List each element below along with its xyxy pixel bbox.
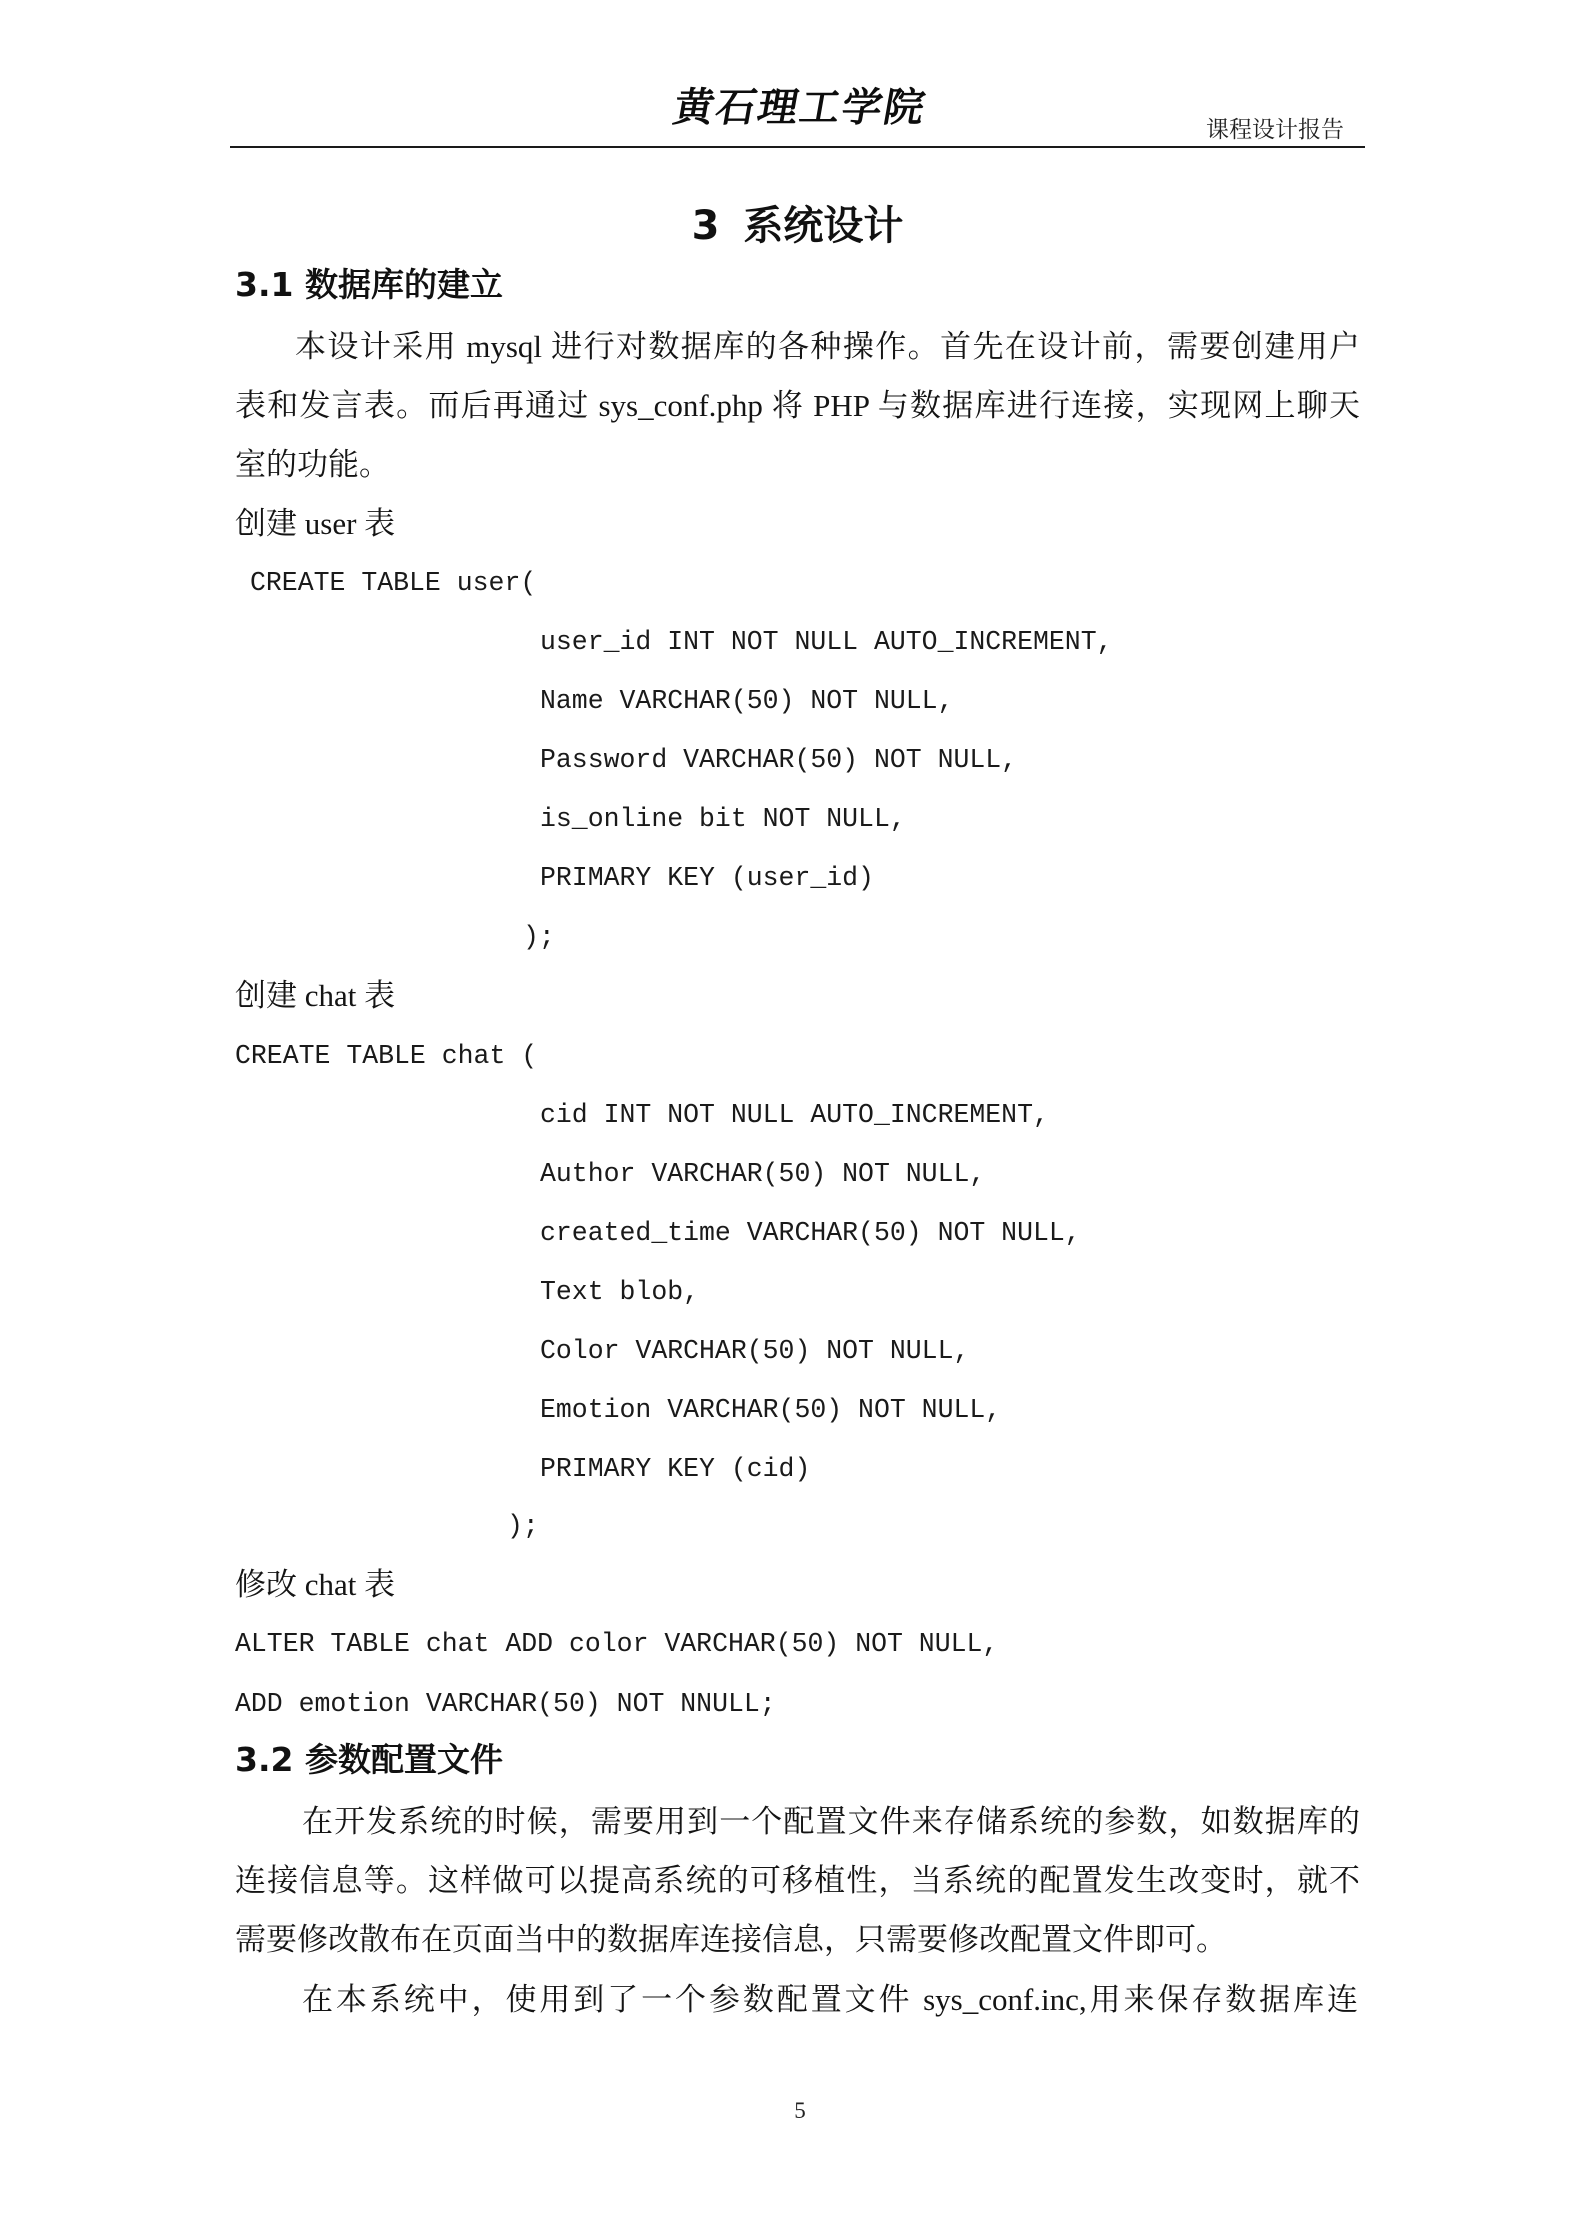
code-line: PRIMARY KEY (cid) — [540, 1454, 811, 1484]
code-line: ); — [523, 922, 555, 952]
table-caption: 创建 user 表 — [235, 506, 396, 541]
header-doc-type: 课程设计报告 — [1206, 117, 1344, 142]
section-heading-3-2: 3.2 参数配置文件 — [235, 1740, 503, 1779]
code-line: CREATE TABLE chat ( — [235, 1041, 538, 1071]
code-line: ALTER TABLE chat ADD color VARCHAR(50) NOT NULL, — [235, 1629, 999, 1659]
code-line: Emotion VARCHAR(50) NOT NULL, — [540, 1395, 1002, 1425]
code-line: Color VARCHAR(50) NOT NULL, — [540, 1336, 970, 1366]
code-line: Password VARCHAR(50) NOT NULL, — [540, 745, 1018, 775]
code-line: user_id INT NOT NULL AUTO_INCREMENT, — [540, 627, 1113, 657]
body-line: 连接信息等。这样做可以提高系统的可移植性，当系统的配置发生改变时，就不 — [235, 1863, 1360, 1898]
header-rule — [230, 146, 1365, 148]
section-heading-3-1: 3.1 数据库的建立 — [235, 265, 503, 304]
body-line: 室的功能。 — [235, 447, 390, 482]
code-line: CREATE TABLE user( — [250, 568, 537, 598]
body-line: 在开发系统的时候，需要用到一个配置文件来存储系统的参数，如数据库的 — [302, 1804, 1360, 1839]
body-line: 在本系统中，使用到了一个参数配置文件 sys_conf.inc,用来保存数据库连 — [302, 1982, 1358, 2017]
page-number: 5 — [794, 2098, 806, 2123]
code-line: Name VARCHAR(50) NOT NULL, — [540, 686, 954, 716]
table-caption: 创建 chat 表 — [235, 978, 396, 1013]
code-line: PRIMARY KEY (user_id) — [540, 863, 874, 893]
code-line: ); — [507, 1511, 539, 1541]
body-line: 本设计采用 mysql 进行对数据库的各种操作。首先在设计前，需要创建用户 — [295, 329, 1360, 364]
chapter-title: 3 系统设计 — [691, 203, 904, 249]
body-line: 需要修改散布在页面当中的数据库连接信息，只需要修改配置文件即可。 — [235, 1922, 1227, 1957]
code-line: Author VARCHAR(50) NOT NULL, — [540, 1159, 986, 1189]
code-line: cid INT NOT NULL AUTO_INCREMENT, — [540, 1100, 1049, 1130]
code-line: is_online bit NOT NULL, — [540, 804, 906, 834]
code-line: ADD emotion VARCHAR(50) NOT NNULL; — [235, 1689, 776, 1719]
table-caption: 修改 chat 表 — [235, 1567, 396, 1602]
body-line: 表和发言表。而后再通过 sys_conf.php 将 PHP 与数据库进行连接，实现网上聊天 — [235, 388, 1360, 423]
code-line: Text blob, — [540, 1277, 700, 1307]
school-logo: 黄石理工学院 — [669, 84, 931, 131]
code-line: created_time VARCHAR(50) NOT NULL, — [540, 1218, 1081, 1248]
